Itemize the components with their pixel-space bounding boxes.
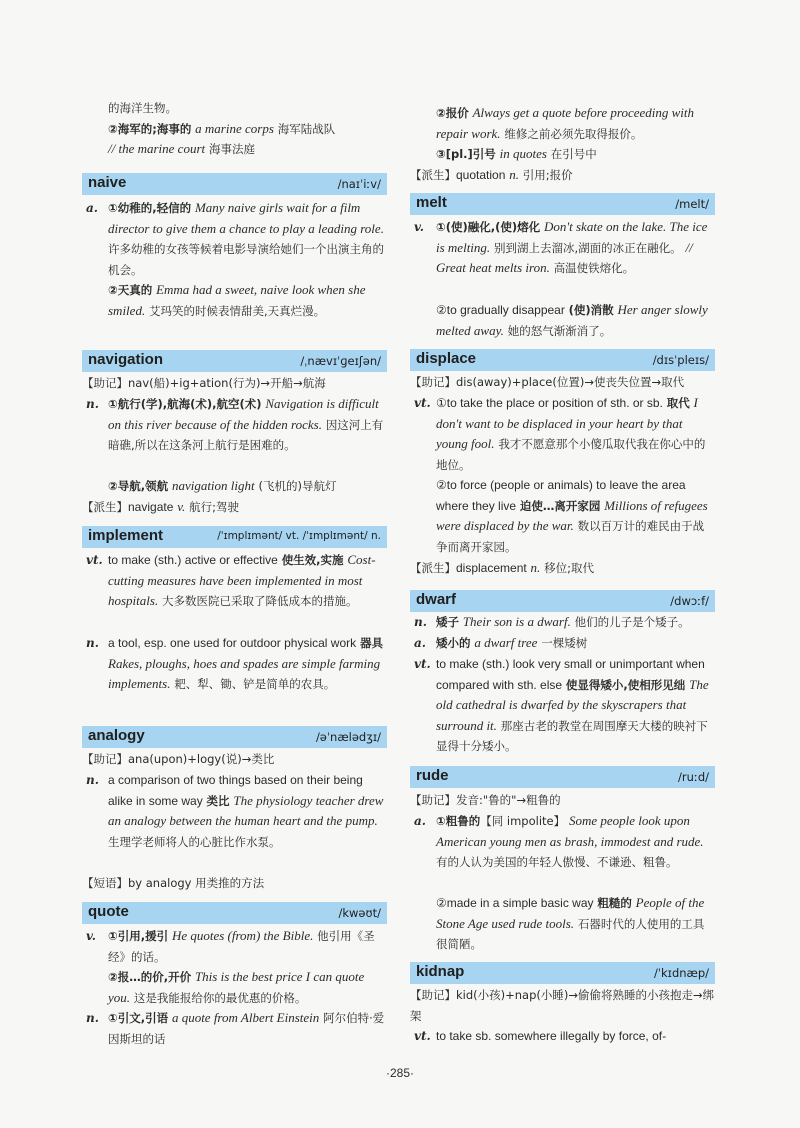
- pronunciation: /ˈɪmplɪmənt/ vt. /ˈɪmplɪmənt/ n.: [217, 530, 381, 542]
- sense: n. 矮子 Their son is a dwarf. 他们的儿子是个矮子。: [414, 614, 690, 629]
- headword-dwarf: [410, 590, 715, 612]
- sense: ②报价 Always get a quote before proceeding with repair work. 维修之前必须先取得报价。: [436, 105, 695, 141]
- pronunciation: /kwəʊt/: [338, 906, 381, 920]
- derivative-line: 【派生】navigate v. 航行;驾驶: [82, 499, 239, 514]
- headword: melt: [416, 194, 447, 211]
- pronunciation: /naɪˈiːv/: [337, 177, 381, 191]
- sense: v. ①(使)融化,(使)熔化 Don't skate on the lake. The ice is melting. 别到湖上去溜冰,湖面的冰正在融化。 // Great heat melts iron. 高温使铁熔化。: [414, 219, 708, 275]
- pronunciation: /dwɔːf/: [670, 594, 709, 608]
- headword-displace: [410, 349, 715, 371]
- memo-line: 【助记】dis(away)+place(位置)→使丧失位置→取代: [410, 375, 685, 389]
- headword-implement: [82, 526, 387, 548]
- sense: a. ①粗鲁的【同 impolite】 Some people look upon American young men as brash, immodest and rude. 有的人认为美国的年轻人傲慢、不谦逊、粗鲁。: [414, 813, 704, 869]
- pronunciation: /ruːd/: [678, 770, 709, 784]
- sense: n. a tool, esp. one used for outdoor physical work 器具 Rakes, ploughs, hoes and spades are simple farming implements. 耙、犁、锄、铲是简单的农具。: [86, 636, 383, 691]
- sense: n. ①航行(学),航海(术),航空(术) Navigation is difficult on this river because of the hidden rocks. 因这河上有暗礁,所以在这条河上航行是困难的。: [86, 396, 384, 452]
- sense: ②to force (people or animals) to leave the area where they live 迫使…离开家园 Millions of refugees were displaced by the war. 数以百万计的难民由于战争而离开家园。: [436, 478, 708, 554]
- entry-continuation: 的海洋生物。 ②海军的;海事的 a marine corps 海军陆战队 // the marine court 海事法庭: [108, 101, 336, 156]
- sense: a. 矮小的 a dwarf tree 一棵矮树: [414, 635, 588, 650]
- sense: a. ①幼稚的,轻信的 Many naive girls wait for a film director to give them a chance to play a leading role. 许多幼稚的女孩等候着电影导演给她们一个出演主角的机会。: [86, 200, 384, 277]
- sense: ②导航,领航 navigation light (飞机的)导航灯: [108, 478, 337, 493]
- sense: ②made in a simple basic way 粗糙的 People of the Stone Age used rude tools. 石器时代的人使用的工具很简陋。: [436, 895, 705, 951]
- sense: vt. to make (sth.) look very small or unimportant when compared with sth. else 使显得矮小,使相形见绌 The old cathedral is dwarfed by the skyscrapers that surround it. 那座古老的教堂在周围摩天大楼的映衬下显得十分矮小。: [414, 657, 709, 753]
- sense: vt. to take sb. somewhere illegally by force, of-: [414, 1029, 667, 1043]
- sense: ②报…的价,开价 This is the best price I can quote you. 这是我能报给你的最优惠的价格。: [108, 969, 365, 1005]
- derivative-line: 【派生】displacement n. 移位;取代: [410, 560, 594, 575]
- sense: ③[pl.]引号 in quotes 在引号中: [436, 146, 597, 161]
- phrase-line: 【短语】by analogy 用类推的方法: [82, 876, 265, 890]
- headword: navigation: [88, 351, 164, 368]
- headword-navigation: [82, 350, 387, 372]
- pronunciation: /ˌnævɪˈɡeɪʃən/: [300, 354, 381, 368]
- memo-line: 【助记】nav(船)+ig+ation(行为)→开船→航海: [82, 376, 326, 390]
- sense: n. a comparison of two things based on their being alike in some way 类比 The physiology teacher drew an analogy between the human heart and the pump. 生理学老师将人的心脏比作水泵。: [86, 773, 384, 849]
- headword-quote: [82, 902, 387, 924]
- headword: displace: [416, 350, 477, 367]
- headword: naive: [88, 174, 127, 191]
- sense: ②天真的 Emma had a sweet, naive look when she smiled. 艾玛笑的时候表情甜美,天真烂漫。: [108, 282, 366, 318]
- headword-analogy: [82, 726, 387, 748]
- pronunciation: /melt/: [675, 197, 709, 211]
- memo-line: 【助记】发音:"鲁的"→粗鲁的: [410, 793, 561, 807]
- page-number: ·285·: [385, 1066, 414, 1080]
- memo-line: 【助记】ana(upon)+logy(说)→类比: [82, 752, 275, 766]
- headword-rude: [410, 766, 715, 788]
- sense: n. ①引文,引语 a quote from Albert Einstein 阿尔伯特·爱因斯坦的话: [86, 1010, 385, 1046]
- sense: v. ①引用,援引 He quotes (from) the Bible. 他引用《圣经》的话。: [86, 928, 375, 964]
- pronunciation: /dɪsˈpleɪs/: [652, 353, 709, 367]
- pronunciation: /ˈkɪdnæp/: [653, 966, 709, 980]
- headword: rude: [416, 767, 449, 784]
- headword: kidnap: [416, 963, 465, 980]
- headword-kidnap: [410, 962, 715, 984]
- headword-naive: [82, 173, 387, 195]
- sense: ②to gradually disappear (使)消散 Her anger slowly melted away. 她的怒气渐渐消了。: [436, 302, 708, 338]
- headword: quote: [88, 903, 129, 920]
- headword: analogy: [88, 727, 145, 744]
- derivative-line: 【派生】quotation n. 引用;报价: [410, 167, 573, 182]
- headword: implement: [88, 527, 164, 544]
- memo-line: 【助记】kid(小孩)+nap(小睡)→偷偷将熟睡的小孩抱走→绑架: [410, 988, 715, 1023]
- headword-melt: [410, 193, 715, 215]
- sense: vt. to make (sth.) active or effective 使生效,实施 Cost-cutting measures have been implemented in most hospitals. 大多数医院已采取了降低成本的措施。: [86, 552, 376, 608]
- sense: vt. ①to take the place or position of sth. or sb. 取代 I don't want to be displaced in your heart by that young fool. 我才不愿意那个小傻瓜取代我在你心中的地位。: [414, 395, 706, 472]
- headword: dwarf: [416, 591, 457, 608]
- pronunciation: /əˈnælədʒɪ/: [315, 730, 381, 744]
